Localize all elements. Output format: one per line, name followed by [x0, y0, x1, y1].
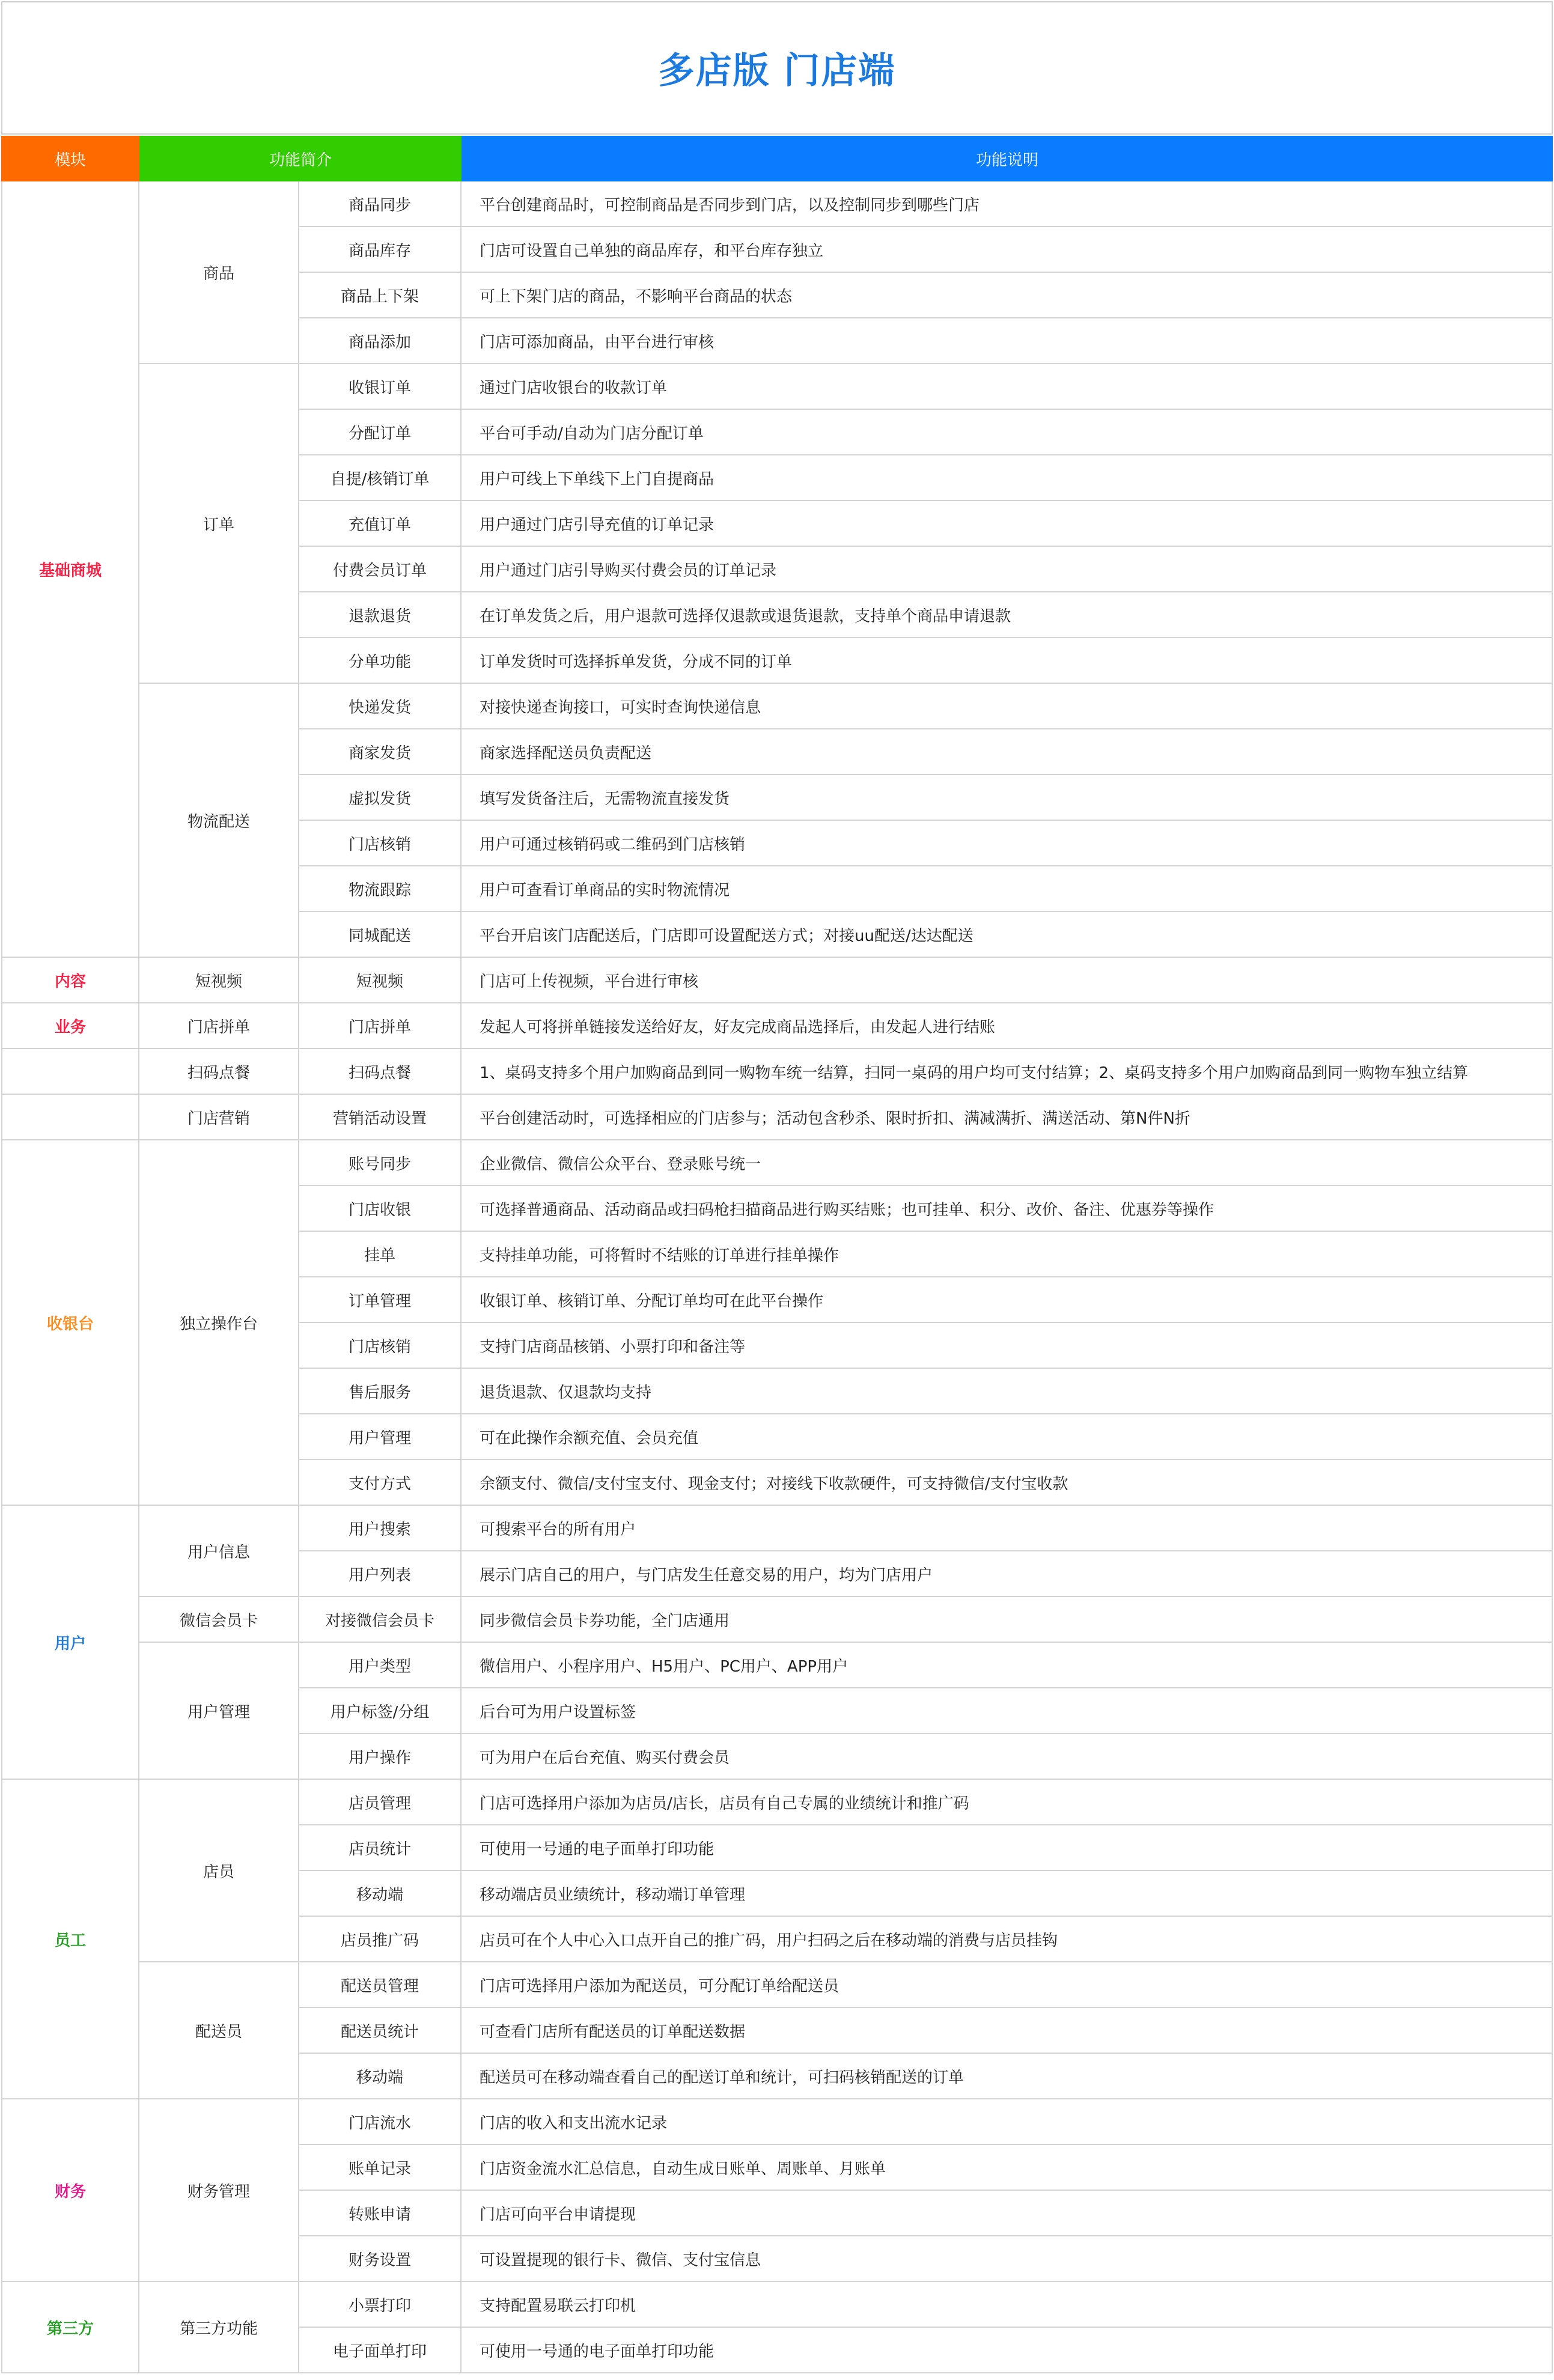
description-cell-text: 门店可上传视频，平台进行审核	[480, 972, 699, 991]
feature-cell	[299, 1277, 462, 1323]
module-cell-text: 内容	[54, 972, 86, 991]
group-cell-text: 配送员	[195, 2022, 242, 2041]
description-cell-text: 用户可线上下单线下上门自提商品	[480, 470, 715, 488]
page-title: 多店版 门店端	[658, 50, 896, 92]
feature-cell	[299, 638, 462, 684]
group-cell-text: 用户管理	[187, 1703, 250, 1721]
feature-cell-text: 电子面单打印	[332, 2342, 427, 2361]
feature-cell-text: 对接微信会员卡	[325, 1612, 434, 1630]
feature-cell	[299, 1506, 462, 1551]
description-cell-text: 门店可选择用户添加为配送员，可分配订单给配送员	[480, 1977, 839, 1995]
description-cell	[462, 1825, 1553, 1871]
description-cell	[462, 1323, 1553, 1369]
description-cell	[462, 2236, 1553, 2282]
description-cell-text: 可搜索平台的所有用户	[480, 1520, 636, 1539]
feature-cell-text: 用户操作	[348, 1748, 411, 1767]
module-cell	[1, 1095, 139, 1140]
feature-cell-text: 商品同步	[348, 196, 411, 215]
module-cell	[1, 1506, 139, 1780]
feature-cell	[299, 592, 462, 638]
description-cell-text: 在订单发货之后，用户退款可选择仅退款或退货退款，支持单个商品申请退款	[480, 607, 1011, 625]
feature-cell	[299, 1825, 462, 1871]
feature-cell	[299, 455, 462, 501]
description-cell-text: 可在此操作余额充值、会员充值	[480, 1429, 699, 1447]
description-cell	[462, 1871, 1553, 1917]
feature-cell-text: 用户管理	[348, 1429, 411, 1447]
description-cell-text: 同步微信会员卡券功能，全门店通用	[480, 1612, 730, 1630]
description-cell	[462, 1962, 1553, 2008]
group-cell	[139, 364, 299, 684]
feature-cell	[299, 1871, 462, 1917]
description-cell	[462, 1095, 1553, 1140]
feature-cell	[299, 410, 462, 455]
feature-cell-text: 转账申请	[348, 2205, 411, 2224]
feature-cell-text: 支付方式	[348, 1475, 411, 1493]
group-cell	[139, 2099, 299, 2282]
description-cell	[462, 638, 1553, 684]
description-cell-text: 企业微信、微信公众平台、登录账号统一	[480, 1155, 761, 1173]
group-cell	[139, 958, 299, 1003]
feature-cell-text: 财务设置	[348, 2251, 411, 2269]
feature-cell	[299, 501, 462, 547]
description-cell	[462, 1003, 1553, 1049]
feature-cell	[299, 227, 462, 273]
feature-cell	[299, 1917, 462, 1962]
feature-cell-text: 挂单	[364, 1246, 395, 1265]
feature-cell-text: 店员管理	[348, 1794, 411, 1813]
feature-cell-text: 商品添加	[348, 333, 411, 352]
description-cell	[462, 2328, 1553, 2373]
description-cell	[462, 410, 1553, 455]
description-cell	[462, 547, 1553, 592]
group-cell	[139, 181, 299, 364]
description-cell	[462, 2099, 1553, 2145]
header-feature	[139, 136, 462, 181]
group-cell-text: 门店拼单	[187, 1018, 250, 1036]
description-cell-text: 展示门店自己的用户，与门店发生任意交易的用户，均为门店用户	[480, 1566, 933, 1584]
description-cell-text: 填写发货备注后，无需物流直接发货	[480, 790, 730, 808]
description-cell	[462, 1414, 1553, 1460]
description-cell-text: 用户通过门店引导购买付费会员的订单记录	[480, 561, 777, 580]
description-cell-text: 后台可为用户设置标签	[480, 1703, 636, 1721]
description-cell-text: 支持挂单功能，可将暂时不结账的订单进行挂单操作	[480, 1246, 839, 1265]
header-feature-label: 功能简介	[269, 151, 332, 169]
feature-cell-text: 营销活动设置	[332, 1109, 427, 1128]
description-cell-text: 可为用户在后台充值、购买付费会员	[480, 1748, 730, 1767]
feature-cell	[299, 2008, 462, 2054]
description-cell	[462, 455, 1553, 501]
feature-cell	[299, 1049, 462, 1095]
feature-cell	[299, 1323, 462, 1369]
group-cell	[139, 1003, 299, 1049]
description-cell	[462, 1506, 1553, 1551]
module-cell	[1, 958, 139, 1003]
description-cell	[462, 1688, 1553, 1734]
feature-cell-text: 小票打印	[348, 2296, 411, 2315]
feature-cell-text: 订单管理	[348, 1292, 411, 1310]
module-cell-text: 用户	[54, 1634, 86, 1653]
feature-cell	[299, 1095, 462, 1140]
module-cell-text: 财务	[54, 2182, 86, 2201]
group-cell	[139, 1780, 299, 1962]
description-cell	[462, 1597, 1553, 1643]
feature-cell	[299, 318, 462, 364]
description-cell-text: 门店可添加商品，由平台进行审核	[480, 333, 715, 352]
module-cell-text: 基础商城	[38, 561, 102, 580]
group-cell	[139, 1597, 299, 1643]
description-cell-text: 发起人可将拼单链接发送给好友，好友完成商品选择后，由发起人进行结账	[480, 1018, 996, 1036]
description-cell	[462, 1551, 1553, 1597]
description-cell-text: 门店可设置自己单独的商品库存，和平台库存独立	[480, 242, 824, 260]
group-cell-text: 商品	[203, 264, 234, 283]
group-cell-text: 用户信息	[187, 1543, 250, 1562]
group-cell	[139, 1095, 299, 1140]
feature-cell-text: 充值订单	[348, 516, 411, 534]
feature-cell	[299, 1140, 462, 1186]
description-cell-text: 收银订单、核销订单、分配订单均可在此平台操作	[480, 1292, 824, 1310]
description-cell-text: 退货退款、仅退款均支持	[480, 1383, 652, 1402]
feature-cell-text: 扫码点餐	[348, 1064, 411, 1082]
feature-cell-text: 快递发货	[348, 698, 411, 717]
feature-cell	[299, 1643, 462, 1688]
feature-cell	[299, 912, 462, 958]
description-cell	[462, 1460, 1553, 1506]
feature-cell	[299, 1780, 462, 1825]
feature-cell-text: 门店核销	[348, 1338, 411, 1356]
module-cell-text: 员工	[54, 1931, 86, 1950]
description-cell	[462, 1186, 1553, 1232]
description-cell	[462, 1277, 1553, 1323]
description-cell	[462, 2008, 1553, 2054]
group-cell-text: 门店营销	[187, 1109, 250, 1128]
group-cell-text: 扫码点餐	[187, 1064, 250, 1082]
description-cell	[462, 1232, 1553, 1277]
module-cell	[1, 1049, 139, 1095]
feature-cell-text: 退款退货	[348, 607, 411, 625]
module-cell	[1, 1003, 139, 1049]
feature-cell-text: 账号同步	[348, 1155, 411, 1173]
feature-cell-text: 配送员管理	[340, 1977, 419, 1995]
feature-cell	[299, 1597, 462, 1643]
feature-cell-text: 用户类型	[348, 1657, 411, 1676]
feature-cell	[299, 273, 462, 318]
group-cell	[139, 1140, 299, 1506]
feature-cell	[299, 684, 462, 729]
group-cell-text: 第三方功能	[179, 2319, 258, 2338]
description-cell-text: 配送员可在移动端查看自己的配送订单和统计，可扫码核销配送的订单	[480, 2068, 964, 2087]
description-cell-text: 门店可向平台申请提现	[480, 2205, 636, 2224]
description-cell-text: 门店资金流水汇总信息，自动生成日账单、周账单、月账单	[480, 2159, 886, 2178]
feature-cell	[299, 364, 462, 410]
description-cell	[462, 729, 1553, 775]
feature-cell	[299, 2282, 462, 2328]
feature-cell-text: 商品上下架	[340, 287, 419, 306]
group-cell	[139, 1506, 299, 1597]
feature-cell	[299, 2328, 462, 2373]
feature-cell-text: 配送员统计	[340, 2022, 419, 2041]
description-cell-text: 移动端店员业绩统计，移动端订单管理	[480, 1885, 746, 1904]
group-cell	[139, 1049, 299, 1095]
module-cell	[1, 1780, 139, 2099]
group-cell	[139, 1962, 299, 2099]
feature-cell-text: 分配订单	[348, 424, 411, 443]
description-cell	[462, 227, 1553, 273]
feature-cell-text: 售后服务	[348, 1383, 411, 1402]
group-cell-text: 短视频	[195, 972, 242, 991]
description-cell	[462, 2191, 1553, 2236]
feature-cell	[299, 2145, 462, 2191]
module-cell	[1, 181, 139, 958]
feature-cell-text: 分单功能	[348, 653, 411, 671]
description-cell-text: 用户可通过核销码或二维码到门店核销	[480, 835, 746, 854]
feature-cell	[299, 547, 462, 592]
title-banner	[1, 1, 1553, 135]
feature-cell	[299, 1460, 462, 1506]
description-cell-text: 订单发货时可选择拆单发货，分成不同的订单	[480, 653, 793, 671]
group-cell-text: 微信会员卡	[179, 1612, 258, 1630]
header-module	[1, 136, 139, 181]
feature-cell	[299, 2191, 462, 2236]
description-cell-text: 门店的收入和支出流水记录	[480, 2114, 668, 2132]
description-cell	[462, 2054, 1553, 2099]
feature-cell	[299, 958, 462, 1003]
feature-cell-text: 商家发货	[348, 744, 411, 762]
description-cell	[462, 821, 1553, 866]
module-cell-text: 第三方	[46, 2319, 94, 2338]
description-cell-text: 门店可选择用户添加为店员/店长，店员有自己专属的业绩统计和推广码	[480, 1794, 969, 1813]
description-cell	[462, 866, 1553, 912]
description-cell	[462, 958, 1553, 1003]
description-cell-text: 支持门店商品核销、小票打印和备注等	[480, 1338, 746, 1356]
feature-cell-text: 门店拼单	[348, 1018, 411, 1036]
description-cell-text: 可使用一号通的电子面单打印功能	[480, 1840, 715, 1858]
description-cell-text: 平台可手动/自动为门店分配订单	[480, 424, 704, 443]
feature-cell	[299, 1962, 462, 2008]
feature-cell-text: 门店核销	[348, 835, 411, 854]
feature-cell-text: 物流跟踪	[348, 881, 411, 899]
description-cell-text: 可查看门店所有配送员的订单配送数据	[480, 2022, 746, 2041]
description-cell	[462, 2282, 1553, 2328]
description-cell	[462, 912, 1553, 958]
feature-cell-text: 移动端	[356, 1885, 403, 1904]
description-cell	[462, 318, 1553, 364]
feature-cell	[299, 1186, 462, 1232]
module-cell	[1, 1140, 139, 1506]
feature-cell	[299, 2236, 462, 2282]
feature-cell	[299, 181, 462, 227]
description-cell-text: 对接快递查询接口，可实时查询快递信息	[480, 698, 761, 717]
feature-cell-text: 门店收银	[348, 1201, 411, 1219]
feature-cell	[299, 2054, 462, 2099]
feature-cell-text: 商品库存	[348, 242, 411, 260]
description-cell	[462, 1734, 1553, 1780]
group-cell-text: 店员	[203, 1863, 234, 1881]
feature-cell	[299, 1414, 462, 1460]
feature-cell	[299, 1688, 462, 1734]
description-cell	[462, 1369, 1553, 1414]
description-cell-text: 平台创建商品时，可控制商品是否同步到门店，以及控制同步到哪些门店	[480, 196, 980, 215]
feature-cell-text: 付费会员订单	[332, 561, 427, 580]
feature-cell	[299, 1003, 462, 1049]
feature-cell	[299, 2099, 462, 2145]
feature-cell	[299, 729, 462, 775]
description-cell	[462, 684, 1553, 729]
module-cell-text: 收银台	[46, 1315, 94, 1333]
description-cell-text: 可上下架门店的商品，不影响平台商品的状态	[480, 287, 793, 306]
description-cell	[462, 775, 1553, 821]
feature-cell-text: 收银订单	[348, 379, 411, 397]
feature-cell-text: 自提/核销订单	[330, 470, 430, 488]
feature-cell-text: 虚拟发货	[348, 790, 411, 808]
module-cell	[1, 2282, 139, 2373]
feature-cell-text: 店员统计	[348, 1840, 411, 1858]
description-cell-text: 店员可在个人中心入口点开自己的推广码，用户扫码之后在移动端的消费与店员挂钩	[480, 1931, 1058, 1950]
feature-cell	[299, 1232, 462, 1277]
description-cell	[462, 273, 1553, 318]
header-description	[462, 136, 1553, 181]
description-cell	[462, 1140, 1553, 1186]
description-cell-text: 平台创建活动时，可选择相应的门店参与；活动包含秒杀、限时折扣、满减满折、满送活动、第N件N折	[480, 1109, 1190, 1128]
group-cell-text: 财务管理	[187, 2182, 250, 2201]
description-cell-text: 支持配置易联云打印机	[480, 2296, 636, 2315]
description-cell-text: 可使用一号通的电子面单打印功能	[480, 2342, 715, 2361]
feature-cell	[299, 1734, 462, 1780]
group-cell-text: 订单	[203, 516, 234, 534]
description-cell	[462, 501, 1553, 547]
feature-cell-text: 移动端	[356, 2068, 403, 2087]
feature-cell-text: 账单记录	[348, 2159, 411, 2178]
description-cell-text: 可选择普通商品、活动商品或扫码枪扫描商品进行购买结账；也可挂单、积分、改价、备注、优惠券等操作	[480, 1201, 1214, 1219]
feature-cell	[299, 1551, 462, 1597]
feature-cell	[299, 821, 462, 866]
header-module-label: 模块	[54, 151, 86, 169]
description-cell	[462, 181, 1553, 227]
feature-cell-text: 用户搜索	[348, 1520, 411, 1539]
description-cell-text: 微信用户、小程序用户、H5用户、PC用户、APP用户	[480, 1657, 849, 1676]
feature-cell-text: 店员推广码	[340, 1931, 419, 1950]
feature-cell-text: 用户列表	[348, 1566, 411, 1584]
description-cell-text: 可设置提现的银行卡、微信、支付宝信息	[480, 2251, 761, 2269]
description-cell-text: 用户通过门店引导充值的订单记录	[480, 516, 715, 534]
header-description-label: 功能说明	[975, 151, 1038, 169]
description-cell	[462, 1049, 1553, 1095]
feature-cell-text: 同城配送	[348, 927, 411, 945]
description-cell	[462, 1643, 1553, 1688]
group-cell	[139, 684, 299, 958]
description-cell-text: 余额支付、微信/支付宝支付、现金支付；对接线下收款硬件，可支持微信/支付宝收款	[480, 1475, 1068, 1493]
description-cell-text: 用户可查看订单商品的实时物流情况	[480, 881, 730, 899]
description-cell	[462, 1780, 1553, 1825]
description-cell-text: 通过门店收银台的收款订单	[480, 379, 668, 397]
description-cell	[462, 364, 1553, 410]
module-cell-text: 业务	[54, 1018, 86, 1036]
description-cell-text: 商家选择配送员负责配送	[480, 744, 652, 762]
description-cell	[462, 2145, 1553, 2191]
feature-cell	[299, 1369, 462, 1414]
feature-cell	[299, 775, 462, 821]
group-cell	[139, 2282, 299, 2373]
feature-cell	[299, 866, 462, 912]
description-cell-text: 平台开启该门店配送后，门店即可设置配送方式；对接uu配送/达达配送	[480, 927, 974, 945]
description-cell-text: 1、桌码支持多个用户加购商品到同一购物车统一结算，扫同一桌码的用户均可支付结算；2、桌码支持多个用户加购商品到同一购物车独立结算	[480, 1064, 1469, 1082]
group-cell-text: 独立操作台	[179, 1315, 258, 1333]
feature-cell-text: 门店流水	[348, 2114, 411, 2132]
module-cell	[1, 2099, 139, 2282]
description-cell	[462, 1917, 1553, 1962]
description-cell	[462, 592, 1553, 638]
group-cell-text: 物流配送	[187, 812, 250, 831]
feature-cell-text: 用户标签/分组	[330, 1703, 430, 1721]
group-cell	[139, 1643, 299, 1780]
feature-cell-text: 短视频	[356, 972, 403, 991]
